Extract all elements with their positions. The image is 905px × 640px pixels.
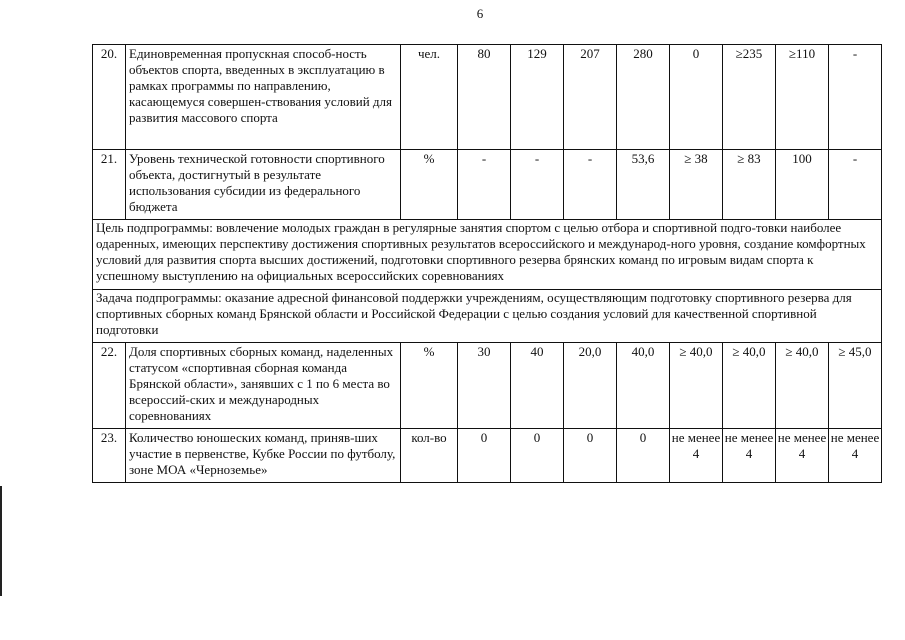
- table-row: [93, 45, 882, 150]
- scan-edge-line: [0, 486, 2, 596]
- indicator-name: Количество юношеских команд, приняв-ших участие в первенстве, Кубке России по футболу, зоне МОА «Черноземье»: [126, 429, 401, 483]
- value-cell: 20,0: [564, 343, 617, 429]
- value-cell: ≥ 45,0: [829, 343, 882, 429]
- table-row: [93, 429, 882, 483]
- value-cell: 40,0: [617, 343, 670, 429]
- value-cell: ≥ 40,0: [723, 343, 776, 429]
- unit-cell: чел.: [401, 45, 458, 150]
- task-row: [93, 290, 882, 343]
- indicator-name: Доля спортивных сборных команд, наделенных статусом «спортивная сборная команда Брянской области», занявших с 1 по 6 места во всероссий-ских и международных соревнованиях: [126, 343, 401, 429]
- unit-cell: %: [401, 343, 458, 429]
- row-number: 23.: [93, 429, 126, 483]
- value-cell: -: [458, 150, 511, 220]
- value-cell: -: [829, 45, 882, 150]
- value-cell: 0: [458, 429, 511, 483]
- subprogram-goal: Цель подпрограммы: вовлечение молодых граждан в регулярные занятия спортом с целью отбора и спортивной подго-товки наиболее одаренных, имеющих перспективу достижения спортивных результатов всероссийского и международ-ного уровня, создание комфортных условий для развития спорта высших достижений, подготовки спортивного резерва брянских команд по игровым видам спорта к успешному выступлению на официальных всероссийских соревнованиях: [93, 220, 882, 290]
- value-cell: ≥ 38: [670, 150, 723, 220]
- value-cell: ≥ 83: [723, 150, 776, 220]
- value-cell: 80: [458, 45, 511, 150]
- value-cell: -: [829, 150, 882, 220]
- value-cell: не менее 4: [670, 429, 723, 483]
- indicator-name: Единовременная пропускная способ-ность объектов спорта, введенных в эксплуатацию в рамках программы по направлению, касающемуся совершен-ствования условий для развития массового спорта: [126, 45, 401, 150]
- value-cell: 0: [670, 45, 723, 150]
- value-cell: 100: [776, 150, 829, 220]
- value-cell: -: [564, 150, 617, 220]
- table-row: [93, 343, 882, 429]
- value-cell: 0: [511, 429, 564, 483]
- value-cell: 40: [511, 343, 564, 429]
- indicator-name: Уровень технической готовности спортивного объекта, достигнутый в результате использования субсидии из федерального бюджета: [126, 150, 401, 220]
- value-cell: ≥110: [776, 45, 829, 150]
- value-cell: ≥ 40,0: [670, 343, 723, 429]
- value-cell: 30: [458, 343, 511, 429]
- value-cell: 0: [564, 429, 617, 483]
- value-cell: -: [511, 150, 564, 220]
- unit-cell: %: [401, 150, 458, 220]
- value-cell: 207: [564, 45, 617, 150]
- value-cell: ≥235: [723, 45, 776, 150]
- value-cell: не менее 4: [723, 429, 776, 483]
- value-cell: не менее 4: [776, 429, 829, 483]
- value-cell: 53,6: [617, 150, 670, 220]
- row-number: 21.: [93, 150, 126, 220]
- goal-row: [93, 220, 882, 290]
- value-cell: ≥ 40,0: [776, 343, 829, 429]
- row-number: 22.: [93, 343, 126, 429]
- unit-cell: кол-во: [401, 429, 458, 483]
- value-cell: 0: [617, 429, 670, 483]
- subprogram-task: Задача подпрограммы: оказание адресной финансовой поддержки учреждениям, осуществляющим подготовку спортивного резерва для спортивных сборных команд Брянской области и Российской Федерации с целью создания условий для качественной спортивной подготовки: [93, 290, 882, 343]
- indicators-table: [92, 44, 882, 483]
- page-number: 6: [476, 6, 484, 21]
- table-row: [93, 150, 882, 220]
- value-cell: не менее 4: [829, 429, 882, 483]
- value-cell: 129: [511, 45, 564, 150]
- row-number: 20.: [93, 45, 126, 150]
- value-cell: 280: [617, 45, 670, 150]
